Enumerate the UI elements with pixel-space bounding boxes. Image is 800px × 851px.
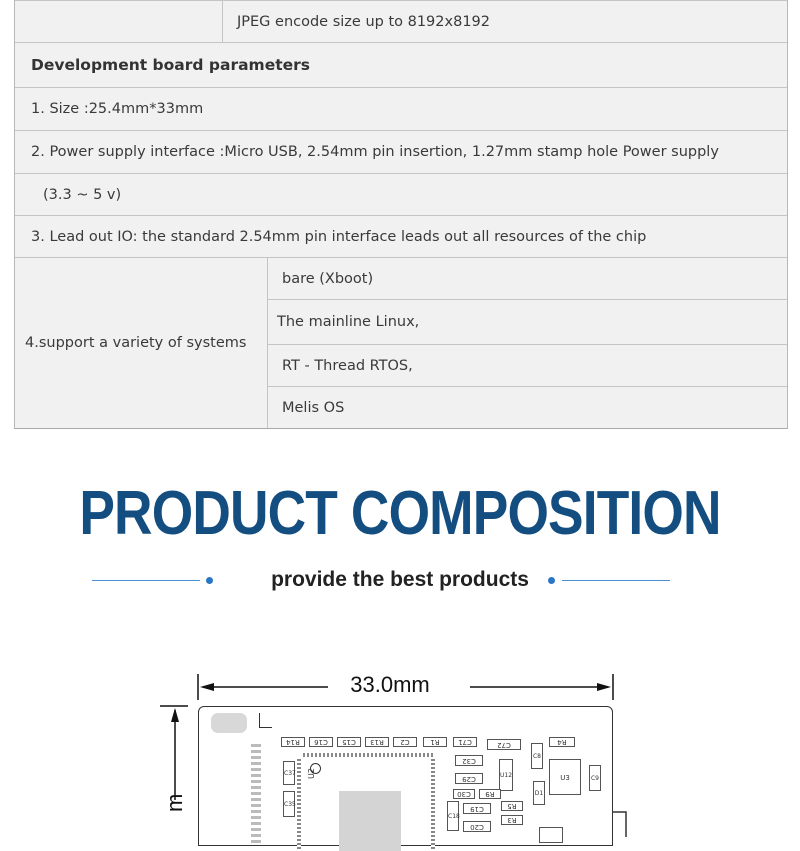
chip-pins-left bbox=[297, 759, 301, 849]
part-label: C19 bbox=[463, 803, 491, 814]
systems-label: 4.support a variety of systems bbox=[25, 335, 247, 351]
height-dimension-label: m bbox=[162, 793, 187, 812]
part-label: C35 bbox=[283, 791, 295, 817]
part-label: C37 bbox=[283, 761, 295, 785]
part-label: U12 bbox=[499, 759, 513, 791]
system-item: RT - Thread RTOS, bbox=[268, 345, 787, 387]
system-item: Melis OS bbox=[282, 399, 345, 416]
board-outline bbox=[198, 706, 613, 846]
part-label: C15 bbox=[337, 737, 361, 747]
part-label: C2 bbox=[393, 737, 417, 747]
part-label: R4 bbox=[549, 737, 575, 747]
spec-text: 1. Size :25.4mm*33mm bbox=[31, 101, 204, 117]
part-label: C72 bbox=[487, 739, 521, 750]
part-label: D1 bbox=[533, 781, 545, 805]
board-corner-mark bbox=[259, 713, 272, 728]
chip-small-pads bbox=[539, 827, 563, 843]
part-label: R1 bbox=[423, 737, 447, 747]
part-label: C32 bbox=[455, 755, 483, 766]
part-strip bbox=[251, 743, 261, 843]
system-item: bare (Xboot) bbox=[268, 258, 787, 300]
chip-pins-right bbox=[431, 759, 435, 849]
chip-u2 bbox=[303, 759, 429, 849]
part-label: R3 bbox=[501, 815, 523, 825]
part-label: R5 bbox=[501, 801, 523, 811]
part-label-vertical: U2 bbox=[307, 768, 316, 779]
section-subtitle: provide the best products bbox=[271, 568, 529, 591]
part-label: R13 bbox=[365, 737, 389, 747]
part-label: C8 bbox=[531, 743, 543, 769]
part-label: C9 bbox=[589, 765, 601, 791]
part-label: R9 bbox=[479, 789, 501, 799]
spec-text: 3. Lead out IO: the standard 2.54mm pin interface leads out all resources of the chip bbox=[31, 228, 647, 245]
chip-pins-top bbox=[303, 753, 433, 757]
chip-u3: U3 bbox=[549, 759, 581, 795]
part-label: C71 bbox=[453, 737, 477, 747]
part-label: C18 bbox=[447, 801, 459, 831]
chip-die bbox=[339, 791, 401, 851]
spec-text: 2. Power supply interface :Micro USB, 2.54mm pin insertion, 1.27mm stamp hole Power supply bbox=[31, 144, 719, 160]
part-label: C29 bbox=[455, 773, 483, 784]
system-item: The mainline Linux, bbox=[268, 300, 787, 345]
spec-value: JPEG encode size up to 8192x8192 bbox=[237, 13, 490, 30]
spec-text: (3.3 ~ 5 v) bbox=[43, 186, 122, 203]
part-label: C20 bbox=[463, 821, 491, 832]
width-dimension-label: 33.0mm bbox=[350, 672, 430, 697]
part-label: R14 bbox=[281, 737, 305, 747]
part-label: C30 bbox=[453, 789, 475, 799]
section-title: PRODUCT COMPOSITION bbox=[79, 479, 721, 548]
section-header: Development board parameters bbox=[31, 56, 311, 74]
board-button bbox=[211, 713, 247, 733]
part-label: C16 bbox=[309, 737, 333, 747]
